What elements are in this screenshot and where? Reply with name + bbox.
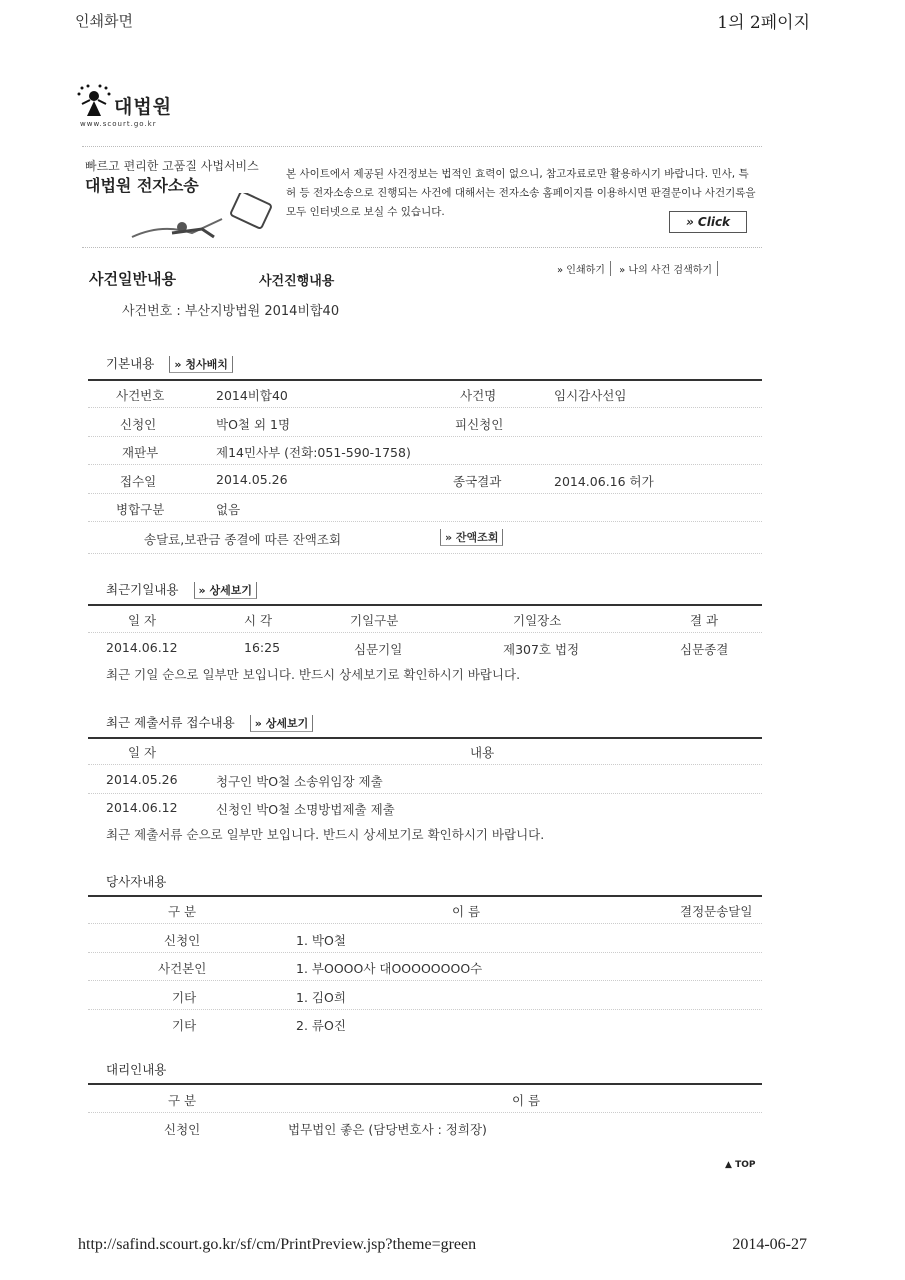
hearing-place: 제307호 법정 [503,642,580,657]
top-arrow-icon: ▲ [725,1160,736,1170]
case-number-line: 사건번호 : 부산지방법원 2014비합40 [122,304,340,319]
agents-section-title: 대리인내용 [106,1062,167,1077]
hearing-result: 심문종결 [680,642,729,657]
row-divider [88,632,762,633]
filings-detail-button[interactable]: » 상세보기 [250,715,313,732]
filings-section-title: 최근 제출서류 접수내용 [106,715,235,730]
basic-value: 제14민사부 (전화:051-590-1758) [216,445,411,460]
filing-content: 청구인 박O철 소송위임장 제출 [216,774,383,789]
agent-type: 신청인 [164,1122,201,1137]
agent-name: 법무법인 좋은 (담당변호사 : 정희장) [288,1122,487,1137]
basic-label: 접수일 [120,474,157,489]
court-url: www.scourt.go.kr [80,120,157,128]
my-case-search-link[interactable]: » 나의 사건 검색하기 [614,261,718,276]
basic-value: 없음 [216,502,241,517]
basic-label: 재판부 [122,445,159,460]
hearing-type: 심문기일 [354,642,403,657]
basic-label: 사건번호 [116,388,165,403]
row-divider [88,407,762,408]
basic-value: 2014.05.26 [216,472,288,487]
court-logo[interactable] [76,84,173,128]
row-divider [88,764,762,765]
parties-header-served: 결정문송달일 [680,904,753,919]
party-type: 기타 [172,1018,197,1033]
hearing-header-date: 일 자 [128,613,157,628]
banner-tagline: 빠르고 편리한 고품질 사법서비스 [85,159,259,173]
filing-date: 2014.06.12 [106,800,178,815]
basic-value: 임시감사선임 [554,388,627,403]
hearing-rule [88,604,762,606]
basic-label: 종국결과 [453,474,502,489]
row-divider [88,980,762,981]
hearing-header-place: 기일장소 [513,613,562,628]
banner-notice: 본 사이트에서 제공된 사건정보는 법적인 효력이 없으니, 참고자료로만 활용하시기 바랍니다. 민사, 특허 등 전자소송으로 진행되는 사건에 대해서는 전자소송 홈페이지를 이용하시면 판결문이나 사건기록을 모두 인터넷으로 보실 수 있습니다. [286,168,756,218]
filings-header-date: 일 자 [128,745,157,760]
filings-note: 최근 제출서류 순으로 일부만 보입니다. 반드시 상세보기로 확인하시기 바랍니다. [106,827,545,842]
party-type: 신청인 [164,933,201,948]
agents-rule [88,1083,762,1085]
hearing-section-header [106,579,257,599]
basic-value: 2014비합40 [216,388,288,403]
row-divider [88,923,762,924]
basic-section-title: 기본내용 [106,356,155,371]
filing-content: 신청인 박O철 소명방법제출 제출 [216,802,395,817]
party-type: 사건본인 [158,961,207,976]
row-divider [88,464,762,465]
hearing-section-title: 최근기일내용 [106,582,179,597]
print-header-title: 인쇄화면 [75,12,133,30]
court-name: 대법원 [114,96,173,118]
row-divider [88,553,762,554]
hearing-header-type: 기일구분 [350,613,399,628]
party-name: 1. 김O희 [296,990,346,1005]
courthouse-layout-button[interactable]: » 청사배치 [169,356,232,373]
hearing-header-time: 시 각 [244,613,273,628]
print-page-count: 1의 2페이지 [717,13,810,33]
top-links [552,261,718,276]
parties-header-type: 구 분 [168,904,197,919]
tab-case-general[interactable]: 사건일반내용 [89,270,176,288]
party-name: 2. 류O진 [296,1018,346,1033]
filing-date: 2014.05.26 [106,772,178,787]
balance-inquiry-button[interactable]: » 잔액조회 [440,529,503,546]
basic-value: 2014.06.16 허가 [554,474,654,489]
row-divider [88,436,762,437]
party-name: 1. 박O철 [296,933,346,948]
row-divider [88,793,762,794]
ecourt-click-button[interactable]: » Click [669,211,747,233]
basic-label: 신청인 [120,417,157,432]
tab-case-progress[interactable]: 사건진행내용 [259,274,335,289]
basic-label: 사건명 [460,388,497,403]
fee-inquiry-label: 송달료,보관금 종결에 따른 잔액조회 [144,532,342,547]
basic-label: 피신청인 [455,417,504,432]
banner-brand: 대법원 전자소송 [85,176,199,195]
basic-section-header [106,353,233,373]
back-to-top-link[interactable] [725,1160,755,1170]
basic-label: 병합구분 [116,502,165,517]
parties-rule [88,895,762,897]
print-link[interactable]: » 인쇄하기 [552,261,611,276]
ecourt-banner [82,146,762,248]
filings-rule [88,737,762,739]
hearing-date: 2014.06.12 [106,640,178,655]
filings-section-header [106,712,313,732]
agents-header-name: 이 름 [512,1093,541,1108]
laptop-illustration-icon [122,193,282,245]
parties-section-title: 당사자내용 [106,874,167,889]
filings-header-content: 내용 [470,745,495,760]
court-emblem-icon [76,84,112,118]
basic-value: 박O철 외 1명 [216,417,291,432]
print-footer-url: http://safind.scourt.go.kr/sf/cm/PrintPreview.jsp?theme=green [78,1236,477,1253]
parties-header-name: 이 름 [452,904,481,919]
top-label: TOP [735,1160,756,1170]
agents-header-type: 구 분 [168,1093,197,1108]
row-divider [88,1112,762,1113]
print-footer-date: 2014-06-27 [732,1236,807,1253]
party-name: 1. 부OOOO사 대OOOOOOOO수 [296,961,483,976]
row-divider [88,493,762,494]
row-divider [88,952,762,953]
row-divider [88,521,762,522]
hearing-detail-button[interactable]: » 상세보기 [194,582,257,599]
basic-rule [88,379,762,381]
row-divider [88,1009,762,1010]
hearing-header-result: 결 과 [690,613,719,628]
hearing-time: 16:25 [244,640,281,655]
hearing-note: 최근 기일 순으로 일부만 보입니다. 반드시 상세보기로 확인하시기 바랍니다. [106,667,521,682]
party-type: 기타 [172,990,197,1005]
